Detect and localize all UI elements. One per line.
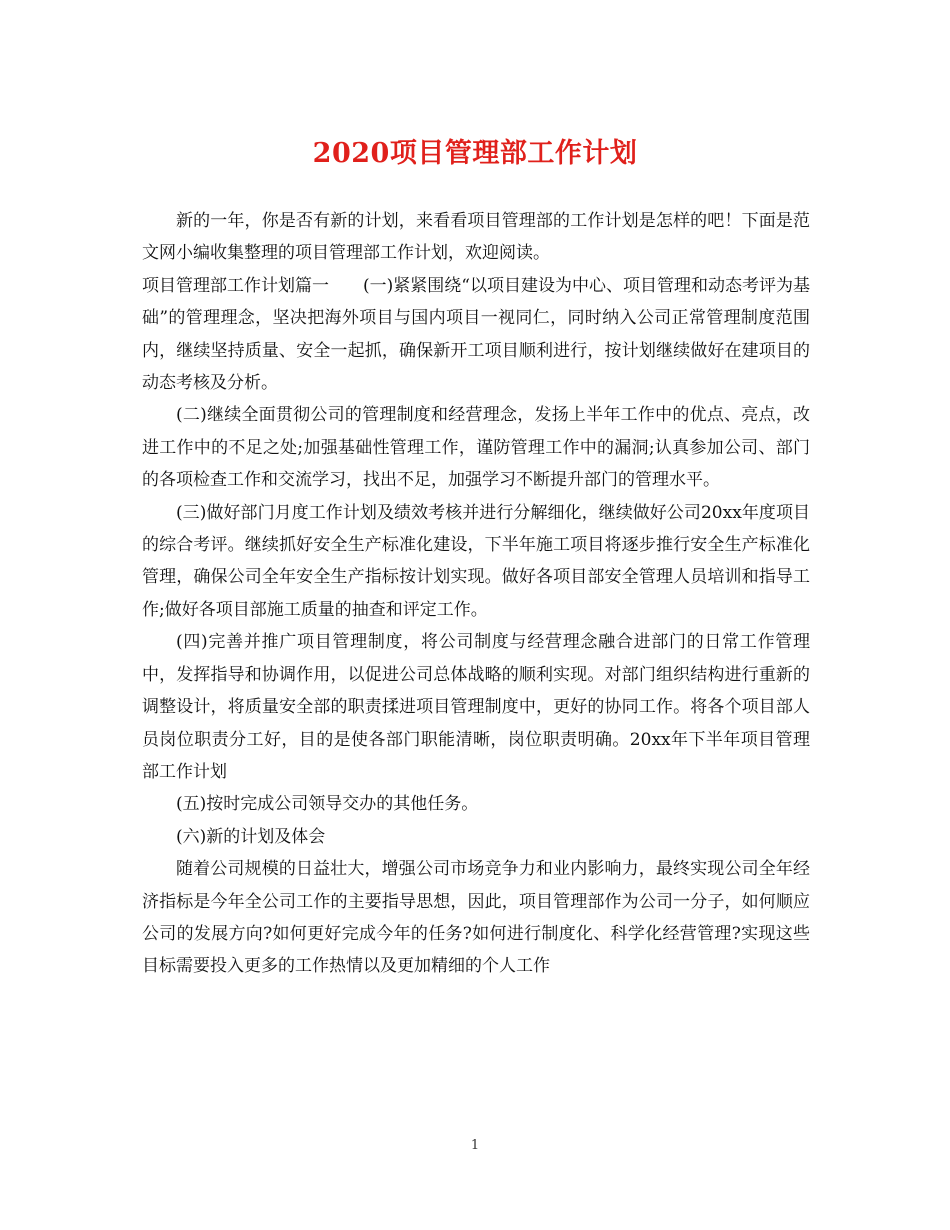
section-three-paragraph: (三)做好部门月度工作计划及绩效考核并进行分解细化，继续做好公司20xx年度项目的综合考评。继续抓好安全生产标准化建设，下半年施工项目将逐步推行安全生产标准化管理，确保公司全年安全生产指标按计划实现。做好各项目部安全管理人员培训和指导工作;做好各项目部施工质量的抽查和评定工作。 <box>142 502 810 620</box>
page-number: 1 <box>470 1138 480 1153</box>
intro-paragraph: 新的一年，你是否有新的计划，来看看项目管理部的工作计划是怎样的吧！下面是范文网小编收集整理的项目管理部工作计划，欢迎阅读。 <box>142 211 810 264</box>
document-body <box>142 205 810 983</box>
closing-paragraph: 随着公司规模的日益壮大，增强公司市场竞争力和业内影响力，最终实现公司全年经济指标是今年全公司工作的主要指导思想，因此，项目管理部作为公司一分子，如何顺应公司的发展方向?如何更好完成今年的任务?如何进行制度化、科学化经营管理?实现这些目标需要投入更多的工作热情以及更加精细的个人工作 <box>142 859 810 977</box>
section-four-paragraph: (四)完善并推广项目管理制度，将公司制度与经营理念融合进部门的日常工作管理中，发挥指导和协调作用，以促进公司总体战略的顺利实现。对部门组织结构进行重新的调整设计，将质量安全部的职责揉进项目管理制度中，更好的协同工作。将各个项目部人员岗位职责分工好，目的是使各部门职能清晰，岗位职责明确。20xx年下半年项目管理部工作计划 <box>142 632 810 782</box>
document-title: 2020项目管理部工作计划 <box>312 138 638 169</box>
section-one-paragraph: 项目管理部工作计划篇一 (一)紧紧围绕“以项目建设为中心、项目管理和动态考评为基础”的管理理念，坚决把海外项目与国内项目一视同仁，同时纳入公司正常管理制度范围内，继续坚持质量、安全一起抓，确保新开工项目顺利进行，按计划继续做好在建项目的动态考核及分析。 <box>142 275 810 394</box>
section-six-heading: (六)新的计划及体会 <box>176 826 326 847</box>
section-two-paragraph: (二)继续全面贯彻公司的管理制度和经营理念，发扬上半年工作中的优点、亮点，改进工作中的不足之处;加强基础性管理工作，谨防管理工作中的漏洞;认真参加公司、部门的各项检查工作和交流学习，找出不足，加强学习不断提升部门的管理水平。 <box>142 405 810 491</box>
section-five-paragraph: (五)按时完成公司领导交办的其他任务。 <box>176 794 479 815</box>
